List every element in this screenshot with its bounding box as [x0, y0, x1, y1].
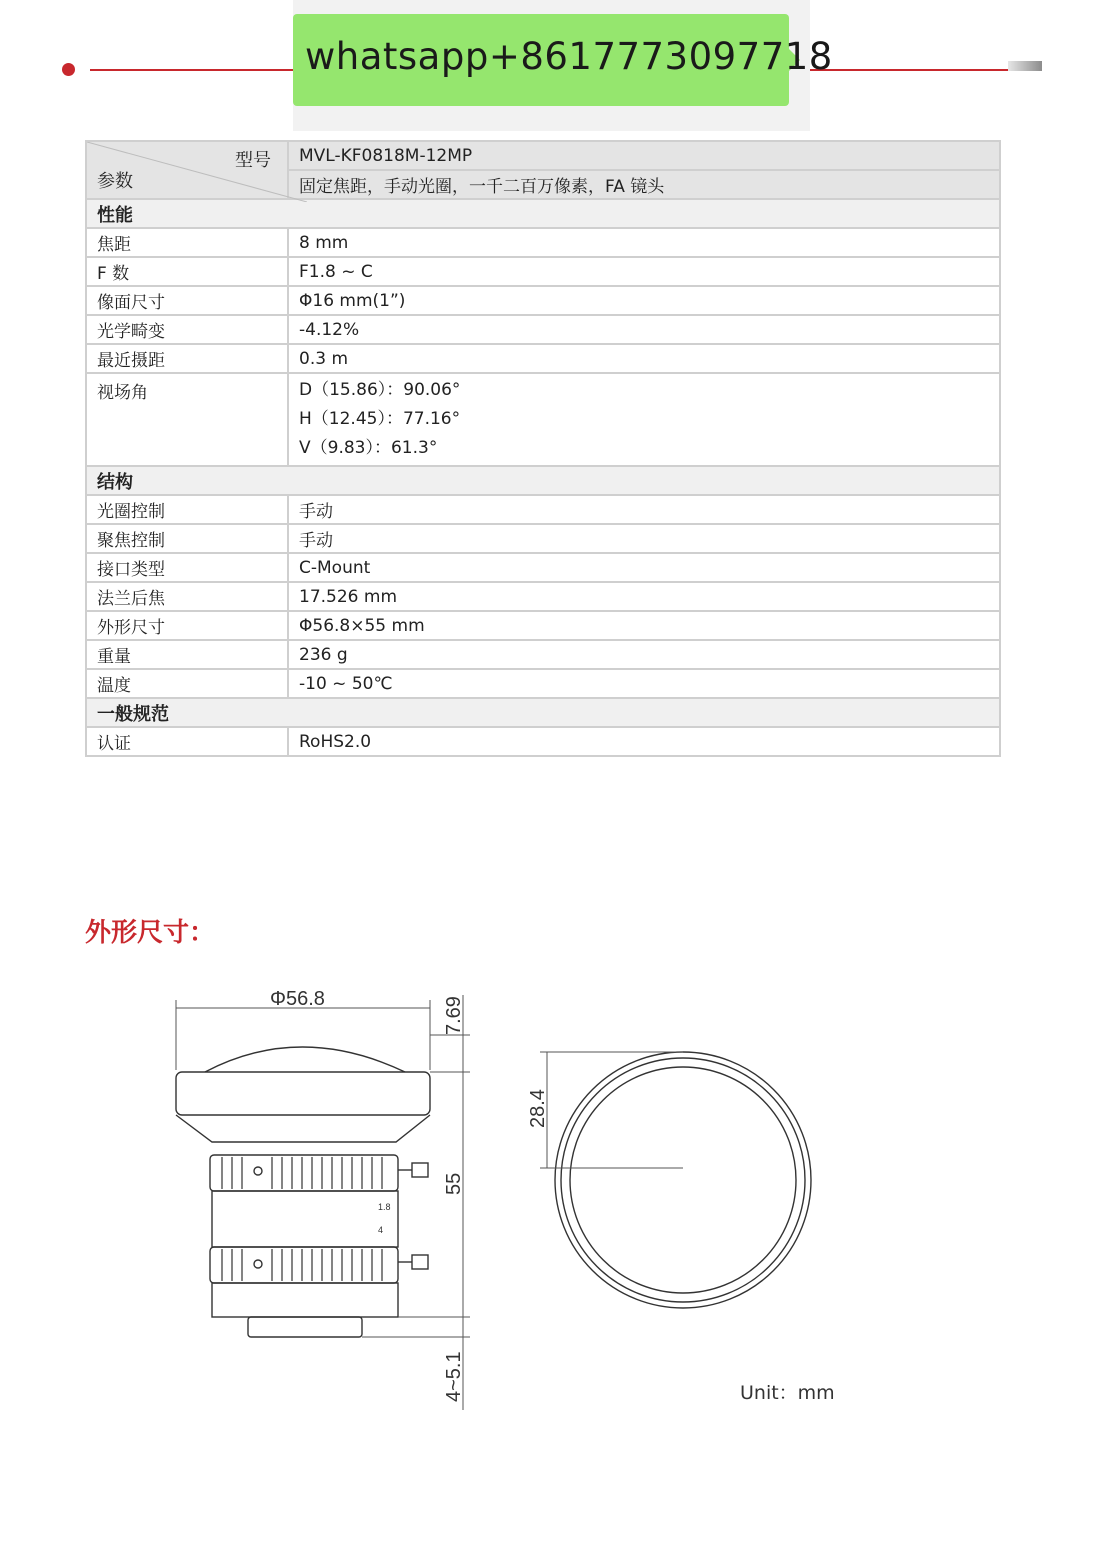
- table-row: [86, 553, 1000, 582]
- description-value: 固定焦距，手动光圈，一千二百万像素，FA 镜头: [288, 170, 1000, 199]
- section-row: [86, 199, 1000, 228]
- table-row: [86, 582, 1000, 611]
- front-height-label: 7.69: [443, 996, 465, 1035]
- contact-text: whatsapp+8617773097718: [305, 35, 833, 78]
- spec-value: -10 ~ 50℃: [288, 669, 1000, 698]
- focus-thumb-screw: [412, 1163, 428, 1177]
- outer-ring: [555, 1052, 811, 1308]
- spec-value: F1.8 ~ C: [288, 257, 1000, 286]
- spec-value: 手动: [288, 524, 1000, 553]
- spec-key: 视场角: [86, 373, 288, 466]
- rear-body: [212, 1283, 398, 1317]
- spec-key: 光学畸变: [86, 315, 288, 344]
- iris-ring-hole: [254, 1260, 262, 1268]
- middle-ring: [561, 1058, 805, 1302]
- contact-banner: [293, 0, 833, 131]
- table-row: [86, 524, 1000, 553]
- spec-key: 外形尺寸: [86, 611, 288, 640]
- spec-key: 法兰后焦: [86, 582, 288, 611]
- section-title: 结构: [86, 466, 1000, 495]
- spec-key: F 数: [86, 257, 288, 286]
- focus-ring-hole: [254, 1167, 262, 1175]
- knurling: [222, 1157, 382, 1281]
- spec-value: 236 g: [288, 640, 1000, 669]
- header-label-model: 型号: [235, 150, 271, 171]
- spec-key: 认证: [86, 727, 288, 756]
- ring-mark-2: 4: [378, 1225, 384, 1235]
- back-length-label: 4~5.1: [443, 1351, 465, 1402]
- table-row: [86, 495, 1000, 524]
- front-taper: [176, 1115, 430, 1142]
- table-row: [86, 315, 1000, 344]
- iris-thumb-screw: [412, 1255, 428, 1269]
- section-title: 一般规范: [86, 698, 1000, 727]
- table-row: [86, 228, 1000, 257]
- lens-side-view: [176, 1047, 430, 1337]
- table-header-row: [86, 141, 1000, 170]
- fov-diagonal: D（15.86）：90.06°: [299, 380, 461, 400]
- spec-value: Φ16 mm(1”): [288, 286, 1000, 315]
- table-row: [86, 640, 1000, 669]
- spec-value: 手动: [288, 495, 1000, 524]
- header-dot: [62, 63, 75, 76]
- front-dome: [205, 1047, 405, 1072]
- diameter-label: Φ56.8: [270, 988, 325, 1010]
- table-row: [86, 286, 1000, 315]
- radius-label: 28.4: [527, 1089, 549, 1128]
- table-row: [86, 257, 1000, 286]
- spec-key: 聚焦控制: [86, 524, 288, 553]
- mount-flange: [248, 1317, 362, 1337]
- header-rule-left: [90, 69, 295, 71]
- spec-key: 最近摄距: [86, 344, 288, 373]
- section-row: [86, 698, 1000, 727]
- spec-key: 像面尺寸: [86, 286, 288, 315]
- inner-ring: [570, 1067, 796, 1293]
- table-row: [86, 669, 1000, 698]
- body-length-label: 55: [443, 1172, 465, 1195]
- spec-value: 0.3 m: [288, 344, 1000, 373]
- spec-key: 温度: [86, 669, 288, 698]
- spec-key: 焦距: [86, 228, 288, 257]
- model-value: MVL-KF0818M-12MP: [288, 141, 1000, 170]
- header-rule-end-cap: [1008, 61, 1042, 71]
- unit-label: Unit：mm: [740, 1382, 835, 1404]
- spec-value: 8 mm: [288, 228, 1000, 257]
- fov-horizontal: H（12.45）：77.16°: [299, 409, 461, 429]
- lens-front-view: [555, 1052, 811, 1308]
- middle-body: [212, 1191, 398, 1247]
- iris-ring: [210, 1247, 398, 1283]
- focus-ring: [210, 1155, 398, 1191]
- spec-table: [85, 140, 1001, 757]
- spec-key: 接口类型: [86, 553, 288, 582]
- spec-value: Φ56.8×55 mm: [288, 611, 1000, 640]
- spec-value: C-Mount: [288, 553, 1000, 582]
- table-corner-cell: [86, 141, 288, 199]
- spec-value: RoHS2.0: [288, 727, 1000, 756]
- front-dimension-lines: [540, 1052, 683, 1168]
- section-title: 性能: [86, 199, 1000, 228]
- fov-vertical: V（9.83）：61.3°: [299, 438, 438, 458]
- section-row: [86, 466, 1000, 495]
- spec-value: 17.526 mm: [288, 582, 1000, 611]
- ring-mark-1: 1.8: [378, 1202, 391, 1212]
- side-dimension-lines: [176, 995, 470, 1410]
- table-row: [86, 727, 1000, 756]
- table-row: [86, 373, 1000, 466]
- front-hood: [176, 1072, 430, 1115]
- header-label-param: 参数: [97, 171, 133, 192]
- dimensions-title: 外形尺寸：: [85, 918, 216, 948]
- table-row: [86, 611, 1000, 640]
- spec-value-multi: [288, 373, 1000, 466]
- table-row: [86, 344, 1000, 373]
- spec-key: 光圈控制: [86, 495, 288, 524]
- spec-value: -4.12%: [288, 315, 1000, 344]
- spec-key: 重量: [86, 640, 288, 669]
